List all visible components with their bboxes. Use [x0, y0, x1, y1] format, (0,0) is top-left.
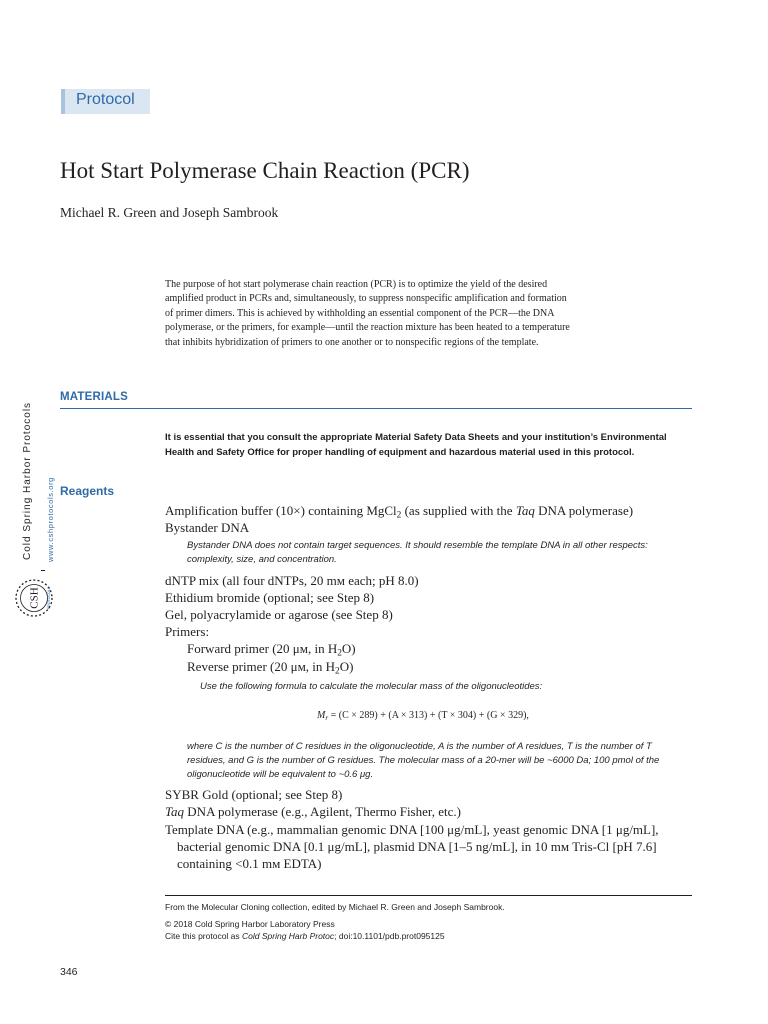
- reagent-text: DNA polymerase (e.g., Agilent, Thermo Fisher, etc.): [184, 804, 461, 819]
- page-title: Hot Start Polymerase Chain Reaction (PCR): [60, 158, 470, 183]
- csh-protocols-logo: [14, 578, 54, 618]
- reagent-text: Reverse primer (20 μᴍ, in H: [187, 659, 336, 674]
- subscript: 2: [335, 666, 340, 677]
- reagent-sybr-gold: SYBR Gold (optional; see Step 8): [165, 787, 343, 802]
- formula-note: Use the following formula to calculate the molecular mass of the oligonucleotides:: [200, 681, 543, 692]
- reagent-text: (as supplied with the: [401, 503, 516, 518]
- citation-journal: Cold Spring Harb Protoc: [242, 931, 335, 941]
- reagent-template-dna-cont: containing <0.1 mᴍ EDTA): [177, 856, 322, 871]
- materials-heading: MATERIALS: [60, 391, 129, 403]
- subscript: 2: [337, 648, 342, 659]
- reagent-italic: Taq: [515, 503, 535, 518]
- note-line: Bystander DNA does not contain target sequences. It should resemble the template DNA in all other respects:: [187, 540, 648, 551]
- footer-collection: From the Molecular Cloning collection, edited by Michael R. Green and Joseph Sambrook.: [165, 902, 505, 912]
- sidebar-journal-name: Cold Spring Harbor Protocols: [22, 401, 33, 560]
- abstract-line: of primer dimers. This is achieved by withholding an essential component of the PCR—the DNA: [165, 307, 555, 319]
- reagent-bystander-dna: Bystander DNA: [165, 520, 250, 535]
- note-line: oligonucleotide will be equivalent to ~0.6 μg.: [187, 769, 374, 780]
- reagent-gel: Gel, polyacrylamide or agarose (see Step 8): [165, 607, 393, 622]
- reagent-template-dna: Template DNA (e.g., mammalian genomic DNA [100 μg/mL], yeast genomic DNA [1 μg/mL],: [165, 822, 659, 837]
- subscript: 2: [396, 510, 402, 521]
- formula-subscript: r: [325, 713, 329, 722]
- reagent-primers: Primers:: [165, 624, 210, 639]
- reagent-forward-primer: [187, 641, 356, 657]
- formula-text: = (C × 289) + (A × 313) + (T × 304) + (G × 329),: [328, 710, 529, 721]
- reagent-text: DNA polymerase): [534, 503, 634, 518]
- authors: Michael R. Green and Joseph Sambrook: [60, 205, 279, 220]
- abstract: [165, 278, 620, 350]
- protocol-tag: [61, 89, 150, 114]
- reagent-template-dna-cont: bacterial genomic DNA [0.1 μg/mL], plasmid DNA [1–5 ng/mL], in 10 mᴍ Tris-Cl [pH 7.6]: [177, 839, 657, 854]
- reagent-text: Amplification buffer (10×) containing MgCl: [165, 503, 397, 518]
- molecular-mass-formula: [317, 710, 529, 721]
- formula-symbol: M: [317, 710, 326, 721]
- logo-subtext: PROTOCOLS: [47, 586, 51, 610]
- citation-doi[interactable]: ; doi:10.1101/pdb.prot095125: [334, 931, 445, 941]
- abstract-line: polymerase, or the primers, for example—until the reaction mixture has been heated to a temperature: [165, 322, 570, 334]
- note-line: complexity, size, and concentration.: [187, 554, 337, 565]
- reagents-heading: Reagents: [60, 484, 115, 498]
- citation-text: Cite this protocol as: [165, 931, 243, 941]
- reagent-text: O): [341, 641, 356, 656]
- abstract-line: that inhibits hybridization of primers to one another or to nonspecific regions of the template.: [165, 336, 539, 348]
- safety-line: Health and Safety Office for proper handling of equipment and hazardous material used in this protocol.: [165, 447, 635, 458]
- reagent-ethidium-bromide: Ethidium bromide (optional; see Step 8): [165, 590, 375, 605]
- safety-notice: [165, 430, 695, 460]
- logo-text: CSH: [28, 587, 41, 609]
- reagent-dntp-mix: dNTP mix (all four dNTPs, 20 mᴍ each; pH 8.0): [165, 573, 419, 588]
- reagent-text: Forward primer (20 μᴍ, in H: [187, 641, 338, 656]
- reagent-amplification-buffer: [165, 503, 633, 519]
- reagent-italic: Taq: [165, 804, 185, 819]
- protocol-tag-label: Protocol: [76, 91, 135, 108]
- footer-divider: [165, 895, 692, 896]
- note-line: residues, and G is the number of G residues. The molecular mass of a 20-mer will be ~6000 Da; 100 pmol of the: [187, 755, 660, 766]
- abstract-line: amplified product in PCRs and, simultaneously, to suppress nonspecific amplification and formation: [165, 293, 567, 305]
- section-divider: [60, 408, 692, 409]
- footer-copyright: © 2018 Cold Spring Harbor Laboratory Press: [165, 919, 335, 929]
- reagent-text: O): [339, 659, 354, 674]
- abstract-line: The purpose of hot start polymerase chain reaction (PCR) is to optimize the yield of the desired: [165, 279, 548, 290]
- bystander-note: [187, 539, 695, 567]
- page-number: 346: [60, 966, 78, 978]
- safety-line: It is essential that you consult the appropriate Material Safety Data Sheets and your institution’s Environmental: [165, 432, 667, 443]
- reagent-taq-polymerase: [165, 804, 461, 820]
- reagent-reverse-primer: [187, 659, 353, 675]
- sidebar-tick: [41, 570, 45, 571]
- sidebar-journal-url[interactable]: www.cshprotocols.org: [46, 477, 55, 562]
- formula-explanation: [187, 740, 695, 782]
- footer-citation: [165, 931, 445, 941]
- note-line: where C is the number of C residues in the oligonucleotide, A is the number of A residues, T is the number of T: [187, 741, 652, 752]
